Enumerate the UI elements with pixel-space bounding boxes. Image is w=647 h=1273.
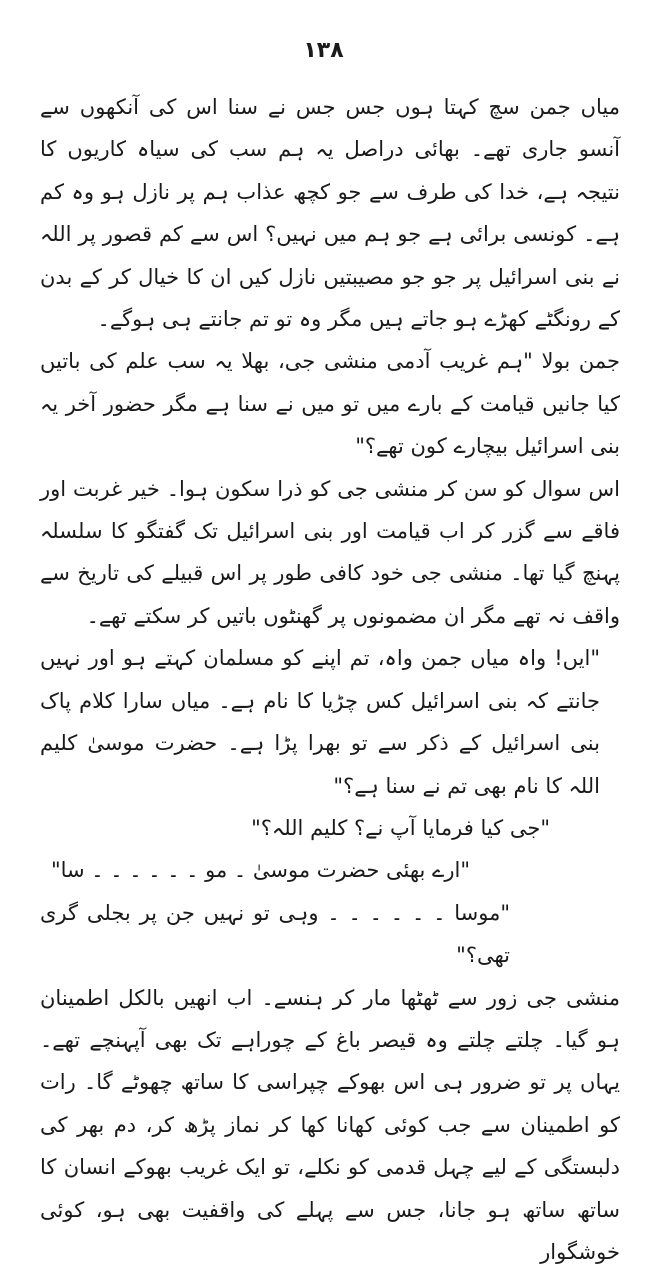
paragraph: جمن بولا "ہم غریب آدمی منشی جی، بھلا یہ سب علم کی باتیں کیا جانیں قیامت کے بارے میں تو میں نے سنا ہے مگر حضور آخر یہ بنی اسرائیل بیچارے کون تھے؟" (40, 349, 620, 459)
page-number: ۱۳۸ (303, 38, 344, 63)
dialogue-line: "جی کیا فرمایا آپ نے؟ کلیم اللہ؟" (251, 815, 550, 840)
paragraph: منشی جی زور سے ٹھٹھا مار کر ہنسے۔ اب انھیں بالکل اطمینان ہو گیا۔ چلتے چلتے وہ قیصر باغ کے چوراہے تک بھی آپہنچے تھے۔ یہاں پر تو ضرور ہی اس بھوکے چپراسی کا ساتھ چھوٹے گا۔ رات کو اطمینان سے جب کوئی کھانا کھا کر نماز پڑھ کر، دم بھر کی دلبستگی کے لیے چہل قدمی کو نکلے، تو ایک غریب بھوکے انسان کا ساتھ ساتھ ہو جانا، جس سے پہلے کی واقفیت بھی ہو، کوئی خوشگوار (40, 985, 620, 1264)
body-text (40, 86, 620, 1273)
paragraph: اس سوال کو سن کر منشی جی کو ذرا سکون ہوا۔ خیر غربت اور فاقے سے گزر کر اب قیامت اور بنی اسرائیل تک گفتگو کا سلسلہ پہنچ گیا تھا۔ منشی جی خود کافی طور پر اس قبیلے کی تاریخ سے واقف نہ تھے مگر ان مضمونوں پر گھنٹوں باتیں کر سکتے تھے۔ (40, 476, 620, 628)
paragraph: میاں جمن سچ کہتا ہوں جس جس نے سنا اس کی آنکھوں سے آنسو جاری تھے۔ بھائی دراصل یہ ہم سب کی سیاہ کاریوں کا نتیجہ ہے، خدا کی طرف سے جو کچھ عذاب ہم پر نازل ہو وہ کم ہے۔ کونسی برائی ہے جو ہم میں نہیں؟ اس سے کم قصور پر اللہ نے بنی اسرائیل پر جو جو مصیبتیں نازل کیں ان کا خیال کر کے بدن کے رونگٹے کھڑے ہو جاتے ہیں مگر وہ تو تم جانتے ہی ہوگے۔ (40, 95, 620, 332)
dialogue-line: "ارے بھئی حضرت موسیٰ ۔ مو ۔ ۔ ۔ ۔ ۔ ۔ سا" (50, 858, 470, 883)
dialogue-line: "ایں! واہ میاں جمن واہ، تم اپنے کو مسلمان کہتے ہو اور نہیں جانتے کہ بنی اسرائیل کس چڑیا کا نام ہے۔ میاں سارا کلام پاک بنی اسرائیل کے ذکر سے تو بھرا پڑا ہے۔ حضرت موسیٰ کلیم اللہ کا نام بھی تم نے سنا ہے؟" (40, 646, 600, 798)
dialogue-line: "موسا ۔ ۔ ۔ ۔ ۔ ۔ وہی تو نہیں جن پر بجلی گری تھی؟" (40, 900, 510, 968)
